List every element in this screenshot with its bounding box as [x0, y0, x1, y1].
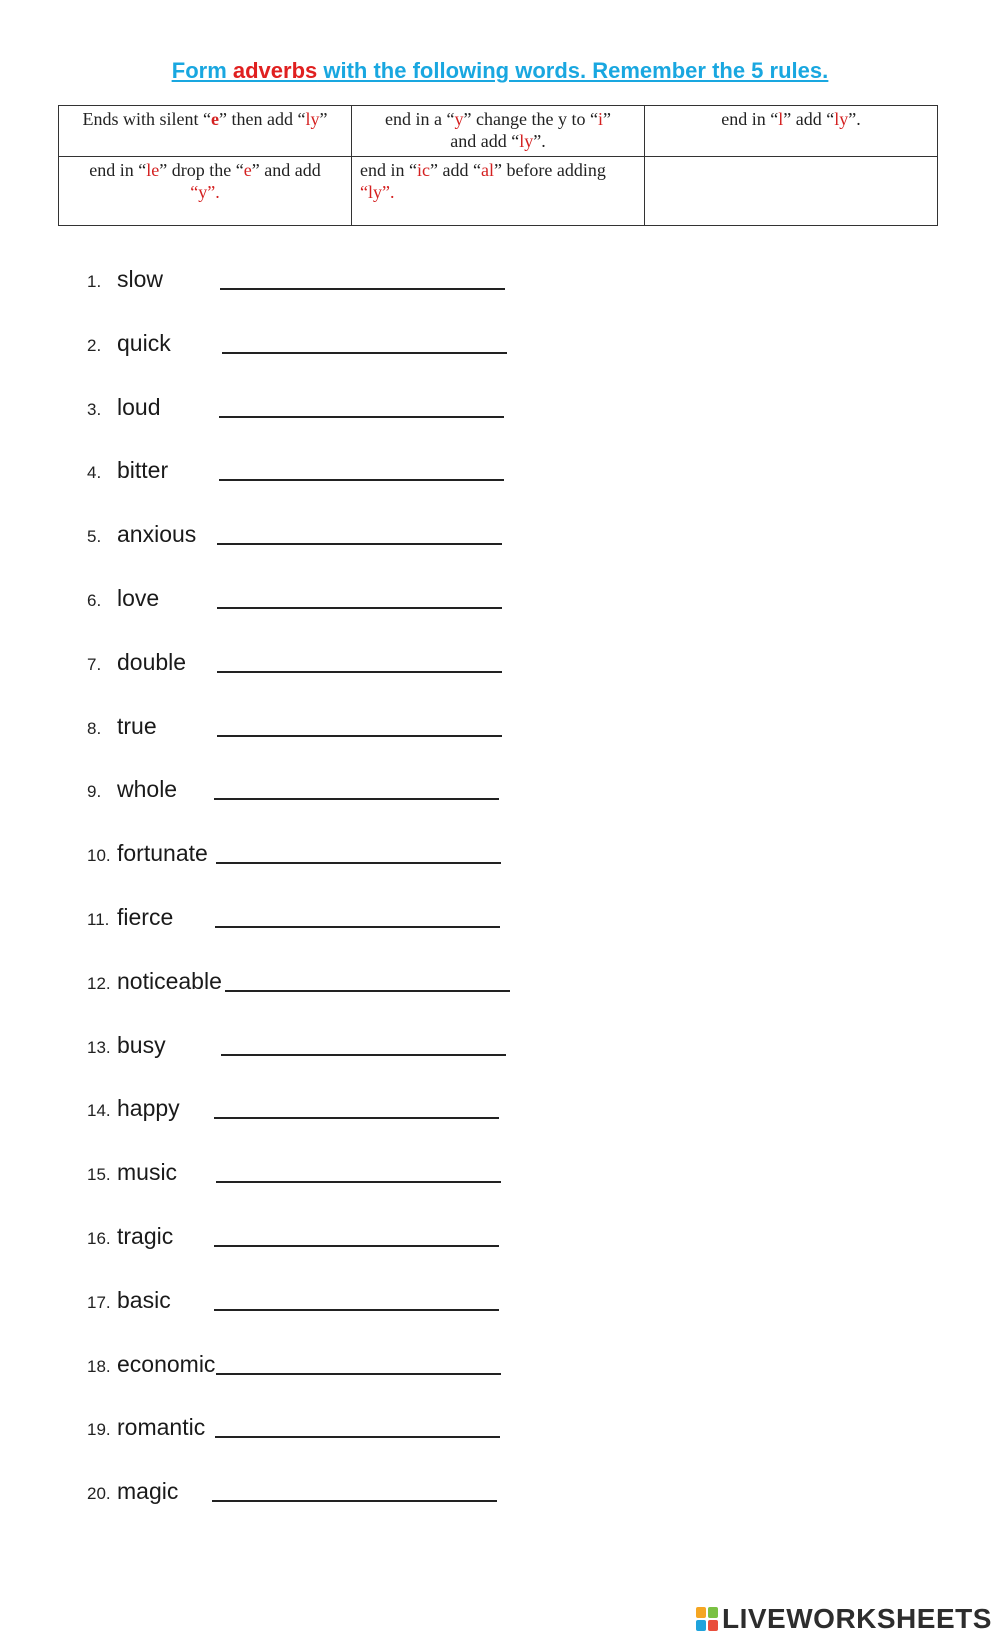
- liveworksheets-logo: [696, 1604, 992, 1634]
- item-number: 9.: [87, 782, 102, 802]
- answer-blank[interactable]: [217, 543, 502, 545]
- item-number: 20.: [87, 1484, 111, 1504]
- rule-empty-cell: [645, 157, 938, 226]
- item-number: 13.: [87, 1037, 111, 1057]
- answer-blank[interactable]: [217, 607, 502, 609]
- word-item: [87, 1410, 787, 1474]
- item-word: music: [117, 1159, 178, 1186]
- item-word: love: [117, 584, 160, 611]
- word-item: [87, 709, 787, 773]
- item-number: 5.: [87, 527, 102, 547]
- word-item: [87, 1283, 787, 1347]
- word-item: [87, 1028, 787, 1092]
- answer-blank[interactable]: [216, 1181, 501, 1183]
- item-number: 1.: [87, 272, 102, 291]
- answer-blank[interactable]: [214, 1245, 499, 1247]
- word-list: [87, 262, 787, 1538]
- answer-blank[interactable]: [215, 926, 500, 928]
- item-number: 3.: [87, 399, 102, 419]
- answer-blank[interactable]: [214, 1117, 499, 1119]
- word-item: [87, 453, 787, 517]
- item-word: happy: [117, 1095, 180, 1122]
- word-item: [87, 645, 787, 709]
- item-word: romantic: [117, 1414, 206, 1441]
- item-number: 8.: [87, 718, 102, 738]
- rule-ending-l: end in “l” add “ly”.: [645, 106, 938, 157]
- item-number: 18.: [87, 1356, 111, 1376]
- word-item: [87, 262, 787, 326]
- word-item: [87, 964, 787, 1028]
- item-number: 17.: [87, 1292, 111, 1312]
- rule-ending-y: end in a “y” change the y to “i” and add “ly”.: [352, 106, 645, 157]
- word-item: [87, 1155, 787, 1219]
- item-word: economic: [117, 1350, 216, 1377]
- item-number: 19.: [87, 1420, 111, 1440]
- item-word: true: [117, 712, 157, 739]
- word-item: [87, 390, 787, 454]
- word-item: [87, 836, 787, 900]
- item-word: magic: [117, 1478, 179, 1505]
- word-item: [87, 772, 787, 836]
- answer-blank[interactable]: [220, 288, 505, 290]
- item-number: 7.: [87, 654, 102, 674]
- answer-blank[interactable]: [216, 862, 501, 864]
- item-number: 16.: [87, 1228, 111, 1248]
- item-word: fierce: [117, 903, 174, 930]
- logo-icon: [696, 1607, 718, 1631]
- item-word: noticeable: [117, 967, 222, 994]
- answer-blank[interactable]: [217, 735, 502, 737]
- answer-blank[interactable]: [221, 1054, 506, 1056]
- answer-blank[interactable]: [215, 1436, 500, 1438]
- item-number: 12.: [87, 973, 111, 993]
- rule-silent-e: Ends with silent “e” then add “ly”: [59, 106, 352, 157]
- word-item: [87, 900, 787, 964]
- answer-blank[interactable]: [216, 1373, 501, 1375]
- answer-blank[interactable]: [222, 352, 507, 354]
- word-item: [87, 1091, 787, 1155]
- item-word: quick: [117, 329, 171, 356]
- answer-blank[interactable]: [217, 671, 502, 673]
- answer-blank[interactable]: [214, 798, 499, 800]
- word-item: [87, 326, 787, 390]
- item-word: basic: [117, 1286, 171, 1313]
- item-word: busy: [117, 1031, 166, 1058]
- item-word: tragic: [117, 1222, 174, 1249]
- item-word: slow: [117, 266, 164, 292]
- answer-blank[interactable]: [219, 479, 504, 481]
- answer-blank[interactable]: [219, 416, 504, 418]
- item-number: 2.: [87, 335, 102, 355]
- item-word: fortunate: [117, 840, 208, 867]
- item-word: double: [117, 648, 187, 675]
- word-item: [87, 1347, 787, 1411]
- page-title: Form adverbs with the following words. Remember the 5 rules.: [171, 58, 829, 83]
- rules-table: [58, 105, 938, 226]
- item-number: 6.: [87, 590, 102, 610]
- rule-ending-le: end in “le” drop the “e” and add “y”.: [59, 157, 352, 226]
- logo-text: LIVEWORKSHEETS: [722, 1603, 992, 1634]
- item-number: 4.: [87, 463, 102, 483]
- word-item: [87, 1219, 787, 1283]
- answer-blank[interactable]: [214, 1309, 499, 1311]
- rule-ending-ic: end in “ic” add “al” before adding “ly”.: [352, 157, 645, 226]
- word-item: [87, 517, 787, 581]
- item-number: 14.: [87, 1101, 111, 1121]
- answer-blank[interactable]: [225, 990, 510, 992]
- item-number: 15.: [87, 1165, 111, 1185]
- answer-blank[interactable]: [212, 1500, 497, 1502]
- title-highlight: adverbs: [232, 58, 318, 83]
- item-word: anxious: [117, 521, 197, 548]
- word-item: [87, 1474, 787, 1538]
- rules-row: [59, 106, 938, 157]
- item-number: 10.: [87, 846, 111, 866]
- rules-row: [59, 157, 938, 226]
- item-word: bitter: [117, 457, 169, 484]
- item-number: 11.: [87, 909, 110, 929]
- word-item: [87, 581, 787, 645]
- item-word: whole: [117, 776, 178, 803]
- item-word: loud: [117, 393, 161, 420]
